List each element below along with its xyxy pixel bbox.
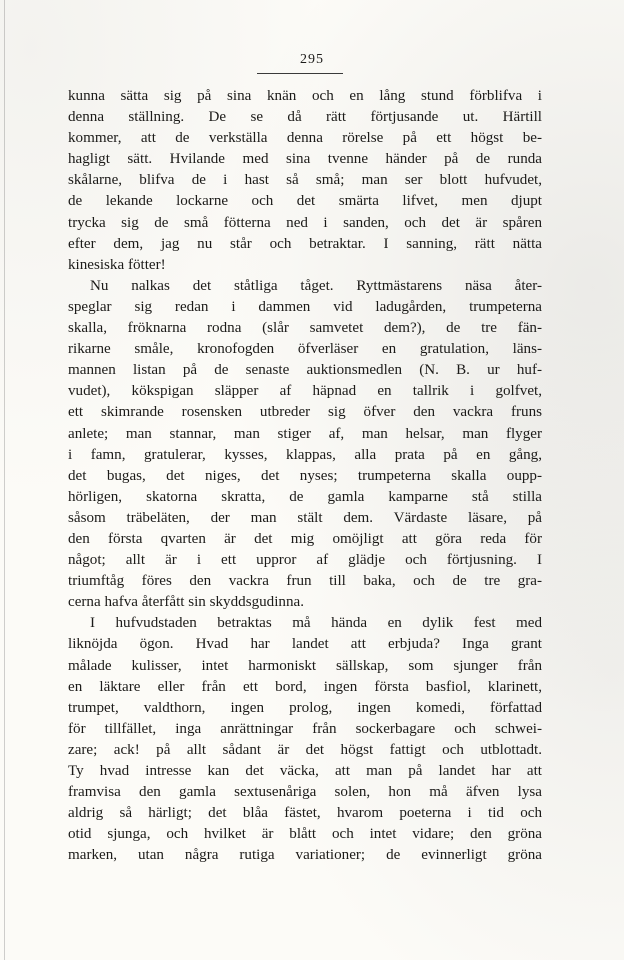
text-line: kinesiska fötter! xyxy=(68,256,166,273)
text-line: hagligt sätt. Hvilande med sina tvenne händer på de runda xyxy=(68,151,542,168)
text-line: denna ställning. De se då rätt förtjusande ut. Härtill xyxy=(68,109,542,126)
text-line: kunna sätta sig på sina knän och en lång stund förblifva i xyxy=(68,88,542,104)
text-line: vudet), kökspigan släpper af häpnad en tallrik i golfvet, xyxy=(68,383,542,400)
text-line: triumftåg föres den vackra frun till baka, och de tre gra- xyxy=(68,573,542,590)
text-line: för tillfället, inga anrättningar från sockerbagare och schwei- xyxy=(68,720,542,737)
text-line: Nu nalkas det ståtliga tåget. Ryttmästarens näsa åter- xyxy=(90,277,542,294)
text-line: cerna hafva återfått sin skyddsgudinna. xyxy=(68,594,304,611)
page-edge xyxy=(4,0,5,960)
text-line: den första qvarten är det mig omöjligt att göra reda för xyxy=(68,530,542,547)
text-line: liknöjda ögon. Hvad har landet att erbjuda? Inga grant xyxy=(68,636,542,653)
text-line: Ty hvad intresse kan det väcka, att man på landet har att xyxy=(68,763,542,779)
text-line: speglar sig redan i dammen vid ladugården, trumpeterna xyxy=(68,298,542,315)
text-line: något; allt är i ett uppror af glädje och förtjusning. I xyxy=(68,552,542,569)
text-line: i famn, gratulerar, kysses, klappas, alla prata på en gång, xyxy=(68,446,542,463)
text-line: det bugas, det niges, det nyses; trumpeterna skalla oupp- xyxy=(68,467,542,484)
text-line: framvisa den gamla sextusenåriga solen, hon må äfven lysa xyxy=(68,784,542,801)
text-line: hörligen, skatorna skratta, de gamla kamparne stå stilla xyxy=(68,488,542,505)
page-number: 295 xyxy=(300,52,324,67)
text-line: mannen listan på de senaste auktionsmedlen (N. B. ur huf- xyxy=(68,362,542,379)
text-line: marken, utan några rutiga variationer; de evinnerligt gröna xyxy=(68,847,542,864)
text-line: såsom träbeläten, der man stält dem. Värdaste läsare, på xyxy=(68,509,542,526)
text-line: de lekande lockarne och det smärta lifvet, men djupt xyxy=(68,193,542,210)
text-line: en läktare eller från ett bord, ingen första basfiol, klarinett, xyxy=(68,678,542,695)
text-line: zare; ack! på allt sådant är det högst fattigt och utblottadt. xyxy=(68,741,542,758)
text-line: skålarne, blifva de i hast så små; man ser blott hufvudet, xyxy=(68,172,542,189)
body-text xyxy=(68,86,542,866)
text-line: ett skimrande rosensken utbreder sig öfver den vackra fruns xyxy=(68,404,542,421)
page-number-rule xyxy=(257,73,343,74)
text-line: trumpet, valdthorn, ingen prolog, ingen komedi, författad xyxy=(68,699,542,716)
text-line: aldrig så härligt; det blåa fästet, hvarom poeterna i tid och xyxy=(68,805,542,822)
text-line: efter dem, jag nu står och betraktar. I sanning, rätt nätta xyxy=(68,235,542,252)
text-line: målade kulisser, intet harmoniskt sällskap, som sjunger från xyxy=(68,657,542,674)
text-line: otid sjunga, och hvilket är blått och intet vidare; den gröna xyxy=(68,826,542,843)
text-line: I hufvudstaden betraktas må hända en dylik fest med xyxy=(90,615,542,632)
text-line: kommer, att de verkställa denna rörelse på ett högst be- xyxy=(68,130,542,147)
text-line: rikarne småle, kronofogden öfverläser en gratulation, läns- xyxy=(68,341,542,358)
text-line: anlete; man stannar, man stiger af, man helsar, man flyger xyxy=(68,425,542,442)
text-line: skalla, fröknarna rodna (slår samvetet dem?), de tre fän- xyxy=(68,320,542,337)
text-line: trycka sig de små fötterna ned i sanden, och det är spåren xyxy=(68,214,542,231)
